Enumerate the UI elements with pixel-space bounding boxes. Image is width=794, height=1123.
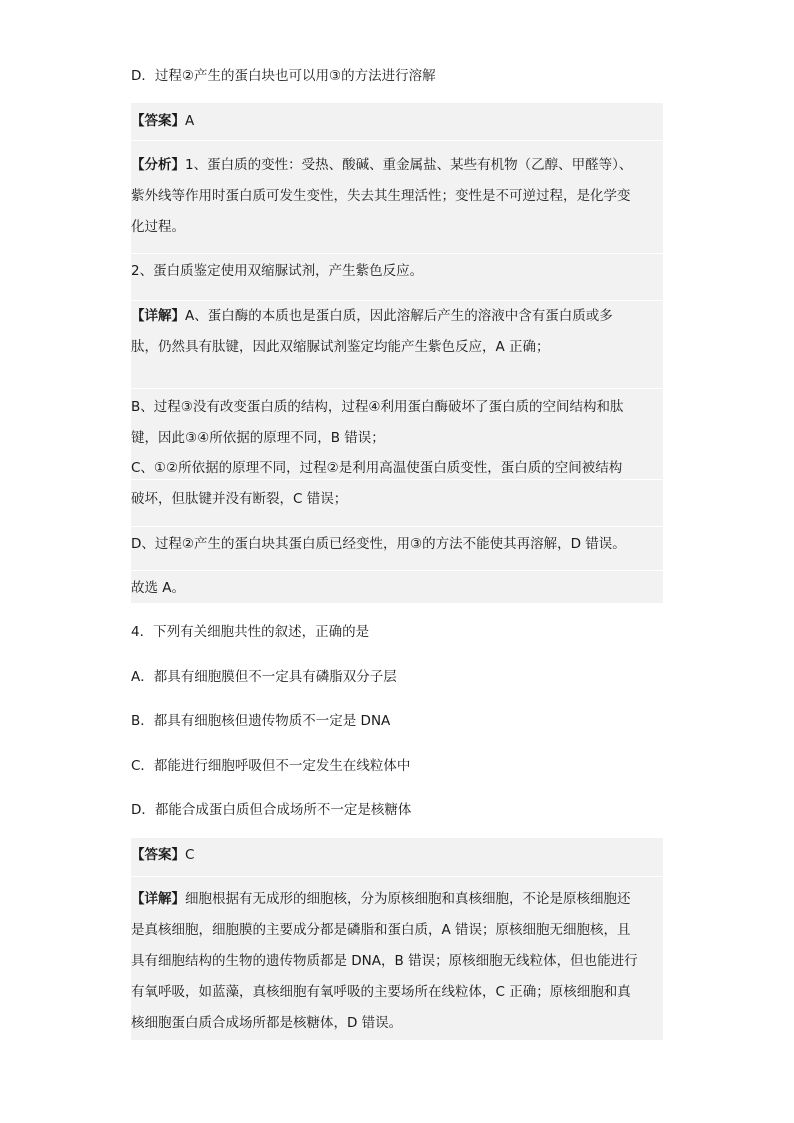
q3-detail-a-line-1 bbox=[131, 306, 613, 326]
q3-detail-b-line-1: B、过程③没有改变蛋白质的结构，过程④利用蛋白酶破坏了蛋白质的空间结构和肽 bbox=[131, 399, 624, 415]
q4-detail-line-3: 具有细胞结构的生物的遗传物质都是 DNA，B 错误；原核细胞无线粒体，但也能进行 bbox=[131, 953, 638, 969]
answer-value: A bbox=[185, 113, 195, 129]
divider bbox=[131, 876, 663, 877]
divider bbox=[131, 570, 663, 571]
answer-label: 【答案】 bbox=[131, 113, 185, 129]
q3-analysis-line-3: 化过程。 bbox=[131, 219, 185, 235]
divider bbox=[131, 388, 663, 389]
q4-detail-line-1 bbox=[131, 889, 631, 909]
divider bbox=[131, 140, 663, 141]
q3-detail-a-line-2: 肽，仍然具有肽键，因此双缩脲试剂鉴定均能产生紫色反应，A 正确； bbox=[131, 339, 550, 355]
q4-answer-line bbox=[131, 845, 194, 865]
q3-detail-d: D、过程②产生的蛋白块其蛋白质已经变性，用③的方法不能使其再溶解，D 错误。 bbox=[131, 536, 626, 552]
divider bbox=[131, 526, 663, 527]
analysis-text: 1、蛋白质的变性：受热、酸碱、重金属盐、某些有机物（乙醇、甲醛等）、 bbox=[185, 157, 633, 173]
q4-stem: 4．下列有关细胞共性的叙述，正确的是 bbox=[131, 624, 370, 640]
q3-answer-line bbox=[131, 111, 194, 131]
q3-detail-c-line-1: C、①②所依据的原理不同，过程②是利用高温使蛋白质变性，蛋白质的空间被结构 bbox=[131, 460, 623, 476]
q3-analysis-line-1 bbox=[131, 155, 632, 175]
q3-option-d: D．过程②产生的蛋白块也可以用③的方法进行溶解 bbox=[131, 68, 436, 84]
q3-detail-b-line-2: 键，因此③④所依据的原理不同，B 错误； bbox=[131, 430, 385, 446]
divider bbox=[131, 479, 663, 480]
detail-text: 细胞根据有无成形的细胞核，分为原核细胞和真核细胞，不论是原核细胞还 bbox=[185, 891, 631, 907]
detail-label: 【详解】 bbox=[131, 891, 185, 907]
answer-label: 【答案】 bbox=[131, 847, 185, 863]
q4-option-b: B．都具有细胞核但遗传物质不一定是 DNA bbox=[131, 713, 391, 729]
q3-analysis-2: 2、蛋白质鉴定使用双缩脲试剂，产生紫色反应。 bbox=[131, 263, 424, 279]
q3-choose: 故选 A。 bbox=[131, 580, 186, 596]
q3-detail-c-line-2: 破坏，但肽键并没有断裂，C 错误； bbox=[131, 491, 348, 507]
divider bbox=[131, 300, 663, 301]
q4-option-a: A．都具有细胞膜但不一定具有磷脂双分子层 bbox=[131, 669, 397, 685]
divider bbox=[131, 253, 663, 254]
detail-text: A、蛋白酶的本质也是蛋白质，因此溶解后产生的溶液中含有蛋白质或多 bbox=[185, 308, 613, 324]
q4-answer-block bbox=[131, 838, 663, 1040]
q4-option-d: D．都能合成蛋白质但合成场所不一定是核糖体 bbox=[131, 802, 412, 818]
q3-answer-block bbox=[131, 103, 663, 603]
q3-analysis-line-2: 紫外线等作用时蛋白质可发生变性，失去其生理活性；变性是不可逆过程，是化学变 bbox=[131, 188, 631, 204]
q4-option-c: C．都能进行细胞呼吸但不一定发生在线粒体中 bbox=[131, 758, 411, 774]
detail-label: 【详解】 bbox=[131, 308, 185, 324]
q4-detail-line-4: 有氧呼吸，如蓝藻，真核细胞有氧呼吸的主要场所在线粒体，C 正确；原核细胞和真 bbox=[131, 984, 631, 1000]
q4-detail-line-2: 是真核细胞，细胞膜的主要成分都是磷脂和蛋白质，A 错误；原核细胞无细胞核，且 bbox=[131, 922, 631, 938]
analysis-label: 【分析】 bbox=[131, 157, 185, 173]
answer-value: C bbox=[185, 847, 195, 863]
q4-detail-line-5: 核细胞蛋白质合成场所都是核糖体，D 错误。 bbox=[131, 1015, 403, 1031]
